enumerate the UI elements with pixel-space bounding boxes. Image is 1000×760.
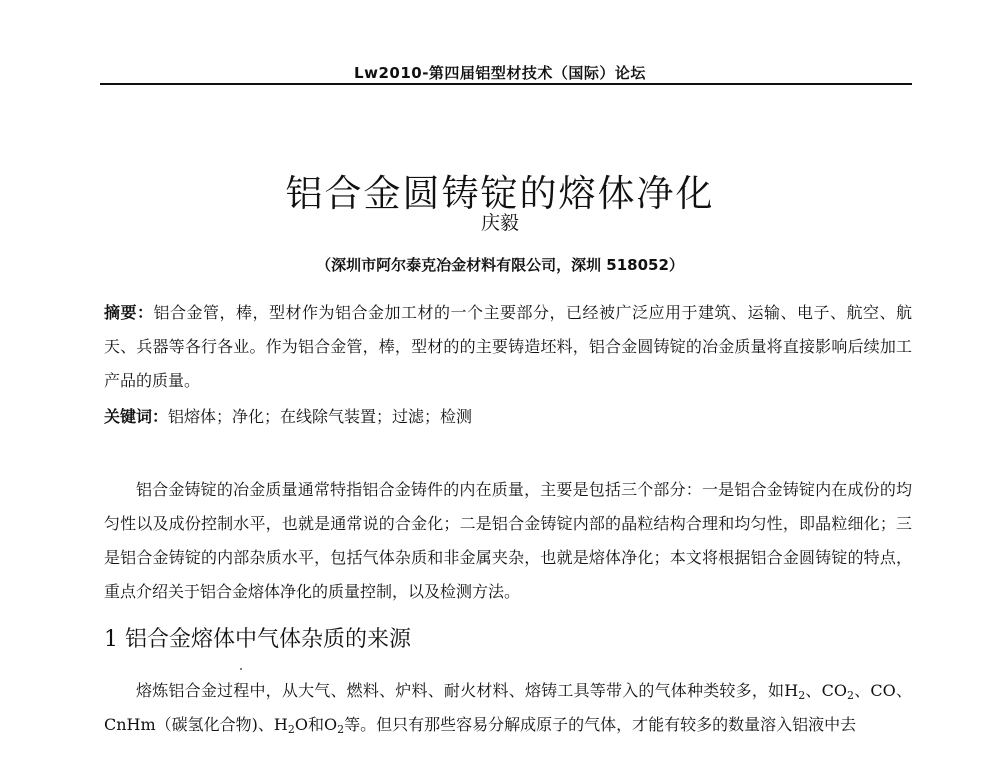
section-heading-1: 1 铝合金熔体中气体杂质的来源 xyxy=(104,627,411,652)
author-affiliation: （深圳市阿尔泰克冶金材料有限公司，深圳 518052） xyxy=(316,256,684,274)
scan-speck xyxy=(240,668,242,670)
abstract xyxy=(104,296,912,398)
running-header: Lw2010-第四届铝型材技术（国际）论坛 xyxy=(354,64,646,82)
section1-text-1: 熔炼铝合金过程中，从大气、燃料、炉料、耐火材料、熔铸工具等带入的气体种类较多，如H xyxy=(136,681,799,700)
section1-text-2: 、CO xyxy=(805,681,847,700)
keywords-label: 关键词： xyxy=(104,407,169,426)
keywords-text: 铝熔体；净化；在线除气装置；过滤；检测 xyxy=(168,407,473,426)
subscript-h2o: 2 xyxy=(287,723,295,736)
paper-author: 庆毅 xyxy=(480,212,519,234)
intro-paragraph: 铝合金铸锭的冶金质量通常特指铝合金铸件的内在质量，主要是包括三个部分：一是铝合金铸锭内在成份的均匀性以及成份控制水平，也就是通常说的合金化；二是铝合金铸锭内部的晶粒结构合理和均匀性，即晶粒细化；三是铝合金铸锭的内部杂质水平，包括气体杂质和非金属夹杂，也就是熔体净化；本文将根据铝合金圆铸锭的特点，重点介绍关于铝合金熔体净化的质量控制，以及检测方法。 xyxy=(104,480,912,601)
section1-paragraph xyxy=(104,674,912,742)
abstract-label: 摘要： xyxy=(104,303,154,322)
abstract-text: 铝合金管，棒，型材作为铝合金加工材的一个主要部分，已经被广泛应用于建筑、运输、电子、航空、航天、兵器等各行各业。作为铝合金管，棒，型材的的主要铸造坯料，铝合金圆铸锭的冶金质量将直接影响后续加工产品的质量。 xyxy=(104,303,912,390)
subscript-o2: 2 xyxy=(337,723,345,736)
section1-text-4: O和O xyxy=(294,715,338,734)
subscript-co2: 2 xyxy=(847,689,854,702)
subscript-h2: 2 xyxy=(798,689,806,702)
section1-text-5: 等。但只有那些容易分解成原子的气体，才能有较多的数量溶入铝液中去 xyxy=(344,715,857,734)
section1-text-3: 、CO、CnHm（碳氢化合物)、H xyxy=(104,681,912,734)
header-rule xyxy=(100,83,912,85)
paper-title: 铝合金圆铸锭的熔体净化 xyxy=(285,171,715,215)
keywords xyxy=(104,400,912,434)
